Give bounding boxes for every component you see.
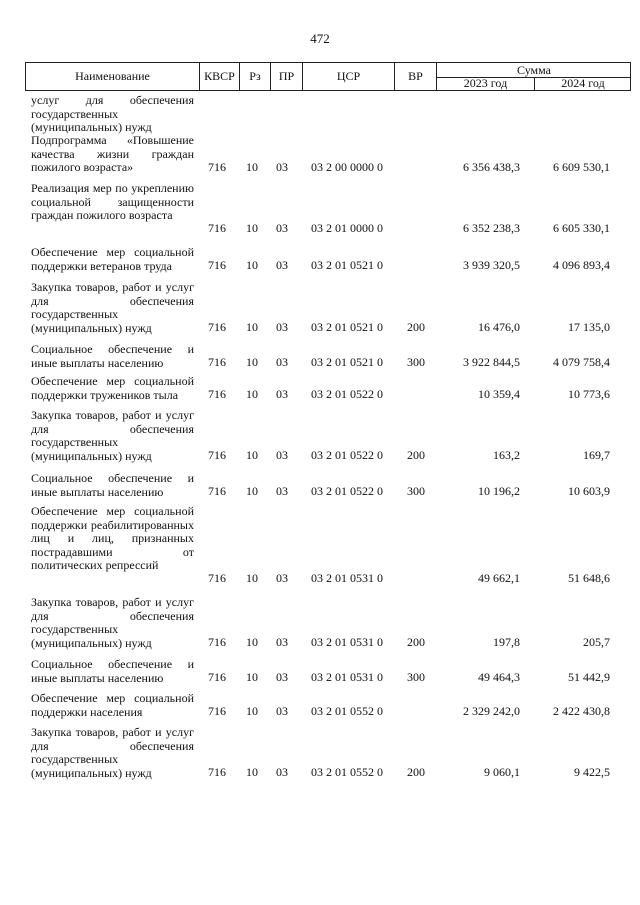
row-vr: 200 — [407, 448, 425, 462]
row-csr: 03 2 01 0531 0 — [311, 571, 383, 585]
row-name: Социальное обеспечение и иные выплаты населению — [31, 342, 194, 370]
row-csr: 03 2 01 0552 0 — [311, 704, 383, 718]
row-pr: 03 — [276, 387, 288, 401]
row-pr: 03 — [276, 704, 288, 718]
row-kvsr: 716 — [208, 160, 226, 174]
row-name: Закупка товаров, работ и услуг для обеспечения государственных (муниципальных) нужд — [31, 725, 194, 780]
table-row — [0, 182, 640, 246]
row-csr: 03 2 01 0522 0 — [311, 448, 383, 462]
row-sum-2024: 4 079 758,4 — [553, 355, 610, 369]
row-name: Реализация мер по укреплению социальной защищенности граждан пожилого возраста — [31, 181, 194, 223]
row-kvsr: 716 — [208, 484, 226, 498]
row-sum-2023: 6 352 238,3 — [463, 221, 520, 235]
row-sum-2023: 10 359,4 — [478, 387, 520, 401]
row-sum-2024: 205,7 — [583, 635, 610, 649]
header-csr: ЦСР — [303, 63, 395, 90]
header-name: Наименование — [26, 63, 200, 90]
table-row — [0, 281, 640, 343]
row-sum-2023: 3 939 320,5 — [463, 258, 520, 272]
header-sum: Сумма — [437, 63, 631, 78]
row-vr: 200 — [407, 320, 425, 334]
header-rz: Рз — [240, 63, 271, 90]
row-pr: 03 — [276, 258, 288, 272]
row-csr: 03 2 01 0522 0 — [311, 387, 383, 401]
row-name: услуг для обеспечения государственных (муниципальных) нужд — [31, 93, 194, 135]
row-sum-2023: 2 329 242,0 — [463, 704, 520, 718]
header-vr: ВР — [395, 63, 437, 90]
row-rz: 10 — [246, 160, 258, 174]
row-sum-2023: 49 662,1 — [478, 571, 520, 585]
row-pr: 03 — [276, 635, 288, 649]
row-sum-2024: 10 773,6 — [568, 387, 610, 401]
row-kvsr: 716 — [208, 221, 226, 235]
table-row — [0, 472, 640, 505]
row-rz: 10 — [246, 320, 258, 334]
row-sum-2024: 10 603,9 — [568, 484, 610, 498]
row-pr: 03 — [276, 765, 288, 779]
row-csr: 03 2 01 0522 0 — [311, 484, 383, 498]
row-sum-2023: 6 356 438,3 — [463, 160, 520, 174]
table-row — [0, 596, 640, 658]
row-sum-2023: 197,8 — [493, 635, 520, 649]
row-rz: 10 — [246, 355, 258, 369]
table-row — [0, 343, 640, 375]
row-kvsr: 716 — [208, 704, 226, 718]
table-body — [0, 94, 640, 788]
row-pr: 03 — [276, 320, 288, 334]
row-sum-2023: 163,2 — [493, 448, 520, 462]
row-kvsr: 716 — [208, 387, 226, 401]
table-row — [0, 658, 640, 692]
row-kvsr: 716 — [208, 355, 226, 369]
row-sum-2024: 51 442,9 — [568, 670, 610, 684]
row-pr: 03 — [276, 160, 288, 174]
row-rz: 10 — [246, 670, 258, 684]
row-rz: 10 — [246, 765, 258, 779]
row-sum-2024: 17 135,0 — [568, 320, 610, 334]
row-name: Закупка товаров, работ и услуг для обеспечения государственных (муниципальных) нужд — [31, 280, 194, 335]
row-sum-2024: 4 096 893,4 — [553, 258, 610, 272]
row-sum-2023: 9 060,1 — [484, 765, 520, 779]
table-row — [0, 375, 640, 409]
row-rz: 10 — [246, 571, 258, 585]
row-csr: 03 2 01 0552 0 — [311, 765, 383, 779]
row-pr: 03 — [276, 571, 288, 585]
table-row — [0, 505, 640, 596]
row-kvsr: 716 — [208, 635, 226, 649]
row-vr: 300 — [407, 484, 425, 498]
header-kvsr: КВСР — [200, 63, 240, 90]
row-sum-2024: 6 609 530,1 — [553, 160, 610, 174]
row-vr: 200 — [407, 635, 425, 649]
row-sum-2024: 51 648,6 — [568, 571, 610, 585]
header-year-2023: 2023 год — [437, 77, 535, 90]
row-name: Обеспечение мер социальной поддержки тружеников тыла — [31, 374, 194, 402]
row-kvsr: 716 — [208, 670, 226, 684]
row-kvsr: 716 — [208, 765, 226, 779]
row-vr: 300 — [407, 670, 425, 684]
row-rz: 10 — [246, 448, 258, 462]
row-csr: 03 2 01 0531 0 — [311, 670, 383, 684]
header-year-2024: 2024 год — [561, 76, 605, 90]
row-csr: 03 2 01 0000 0 — [311, 221, 383, 235]
row-sum-2024: 6 605 330,1 — [553, 221, 610, 235]
row-sum-2023: 10 196,2 — [478, 484, 520, 498]
row-name: Закупка товаров, работ и услуг для обеспечения государственных (муниципальных) нужд — [31, 595, 194, 650]
row-kvsr: 716 — [208, 258, 226, 272]
row-vr: 300 — [407, 355, 425, 369]
row-rz: 10 — [246, 704, 258, 718]
row-name: Обеспечение мер социальной поддержки населения — [31, 691, 194, 719]
row-name: Закупка товаров, работ и услуг для обеспечения государственных (муниципальных) нужд — [31, 408, 194, 463]
row-pr: 03 — [276, 670, 288, 684]
row-name: Обеспечение мер социальной поддержки реабилитированных лиц и лиц, признанных пострадавшими от политических репрессий — [31, 504, 194, 573]
table-row — [0, 726, 640, 788]
row-sum-2024: 169,7 — [583, 448, 610, 462]
row-sum-2023: 3 922 844,5 — [463, 355, 520, 369]
row-rz: 10 — [246, 484, 258, 498]
row-rz: 10 — [246, 258, 258, 272]
table-row — [0, 692, 640, 726]
row-kvsr: 716 — [208, 448, 226, 462]
table-row — [0, 409, 640, 472]
row-rz: 10 — [246, 387, 258, 401]
row-kvsr: 716 — [208, 571, 226, 585]
table-row — [0, 246, 640, 281]
row-vr: 200 — [407, 765, 425, 779]
row-pr: 03 — [276, 355, 288, 369]
row-csr: 03 2 01 0521 0 — [311, 355, 383, 369]
row-pr: 03 — [276, 448, 288, 462]
table-row — [0, 134, 640, 182]
page-number: 472 — [310, 31, 330, 46]
header-pr: ПР — [271, 63, 303, 90]
row-name: Подпрограмма «Повышение качества жизни граждан пожилого возраста» — [31, 133, 194, 175]
row-csr: 03 2 01 0531 0 — [311, 635, 383, 649]
row-sum-2024: 9 422,5 — [574, 765, 610, 779]
row-kvsr: 716 — [208, 320, 226, 334]
table-header — [25, 62, 631, 91]
row-sum-2023: 16 476,0 — [478, 320, 520, 334]
row-sum-2024: 2 422 430,8 — [553, 704, 610, 718]
row-name: Обеспечение мер социальной поддержки ветеранов труда — [31, 245, 194, 273]
row-name: Социальное обеспечение и иные выплаты населению — [31, 471, 194, 499]
row-sum-2023: 49 464,3 — [478, 670, 520, 684]
row-rz: 10 — [246, 221, 258, 235]
row-csr: 03 2 01 0521 0 — [311, 320, 383, 334]
table-row — [0, 94, 640, 134]
row-pr: 03 — [276, 221, 288, 235]
row-rz: 10 — [246, 635, 258, 649]
row-csr: 03 2 00 0000 0 — [311, 160, 383, 174]
row-name: Социальное обеспечение и иные выплаты населению — [31, 657, 194, 685]
row-pr: 03 — [276, 484, 288, 498]
row-csr: 03 2 01 0521 0 — [311, 258, 383, 272]
